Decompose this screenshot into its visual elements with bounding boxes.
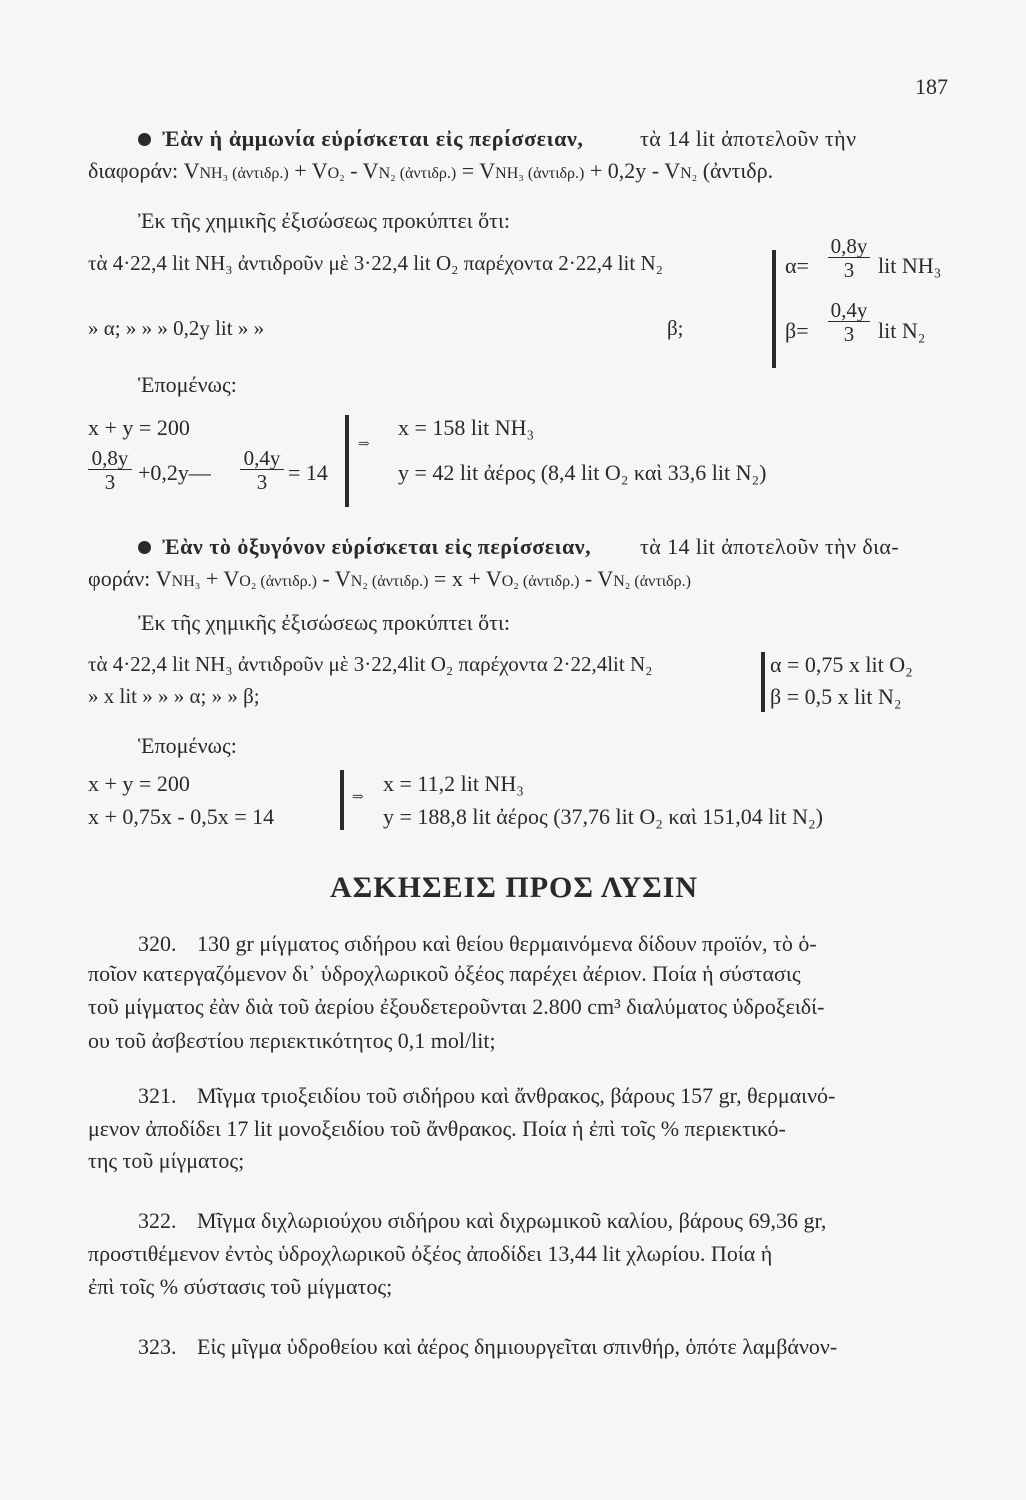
page-number: 187 [915, 74, 948, 99]
case1-system-fraction2: $\frac{0,4y}{3}$ [240, 448, 284, 493]
exercise-text-line: Μῖγμα τριοξειδίου τοῦ σιδήρου καὶ ἄνθρακος, βάρους 157 gr, θερμαινό- [197, 1083, 836, 1108]
case2-reaction-row2: » x lit » » » α; » » β; [88, 684, 260, 708]
beta-lhs: β= [785, 318, 809, 343]
case2-intro: Ἐκ τῆς χημικῆς ἐξισώσεως προκύπτει ὅτι: [138, 610, 511, 635]
case1-lead-tail: τὰ 14 lit ἀποτελοῦν τὴν [640, 126, 857, 151]
beta-fraction: $\frac{0,4y}{3}$ [828, 300, 870, 345]
exercise-number: 322. [138, 1208, 177, 1233]
section-heading: ΑΣΚΗΣΕΙΣ ΠΡΟΣ ΛΥΣΙΝ [330, 871, 699, 904]
exercise-number: 321. [138, 1083, 177, 1108]
case1-result-y: y = 42 lit ἀέρος (8,4 lit O₂ καὶ 33,6 lit N₂) [398, 460, 767, 485]
bullet-icon [138, 133, 151, 146]
case1-system-fraction1: $\frac{0,8y}{3}$ [88, 448, 132, 493]
exercise-text-line: Μῖγμα διχλωριούχου σιδήρου καὶ διχρωμικοῦ καλίου, βάρους 69,36 gr, [197, 1208, 827, 1233]
exercise-text-line: ου τοῦ ἀσβεστίου περιεκτικότητος 0,1 mol/lit; [88, 1028, 496, 1053]
exercise-text-line: ἐπὶ τοῖς % σύστασις τοῦ μίγματος; [88, 1274, 393, 1299]
case2-system-eq2: x + 0,75x - 0,5x = 14 [88, 804, 275, 829]
case1-system-rhs: = 14 [288, 460, 328, 485]
case2-difference-line: φοράν: VNH₃ + VO₂ (ἀντιδρ.) - VN₂ (ἀντιδρ.) = x + VO₂ (ἀντιδρ.) - VN₂ (ἀντιδρ.) [88, 566, 691, 591]
exercise-number: 320. [138, 931, 177, 956]
case2-bracket [761, 652, 765, 712]
case1-intro: Ἐκ τῆς χημικῆς ἐξισώσεως προκύπτει ὅτι: [138, 208, 511, 233]
case1-result-x: x = 158 lit NH₃ [398, 415, 535, 440]
case1-system-eq1: x + y = 200 [88, 415, 190, 440]
case2-result-y: y = 188,8 lit ἀέρος (37,76 lit O₂ καὶ 151,04 lit N₂) [383, 804, 823, 829]
exercise-text-line: 130 gr μίγματος σιδήρου καὶ θείου θερμαινόμενα δίδουν προϊόν, τὸ ὁ- [197, 931, 817, 956]
case1-therefore: Ἑπομένως: [138, 372, 237, 397]
case1-reaction-row2-beta: β; [667, 316, 684, 340]
alpha-lhs: α= [785, 253, 809, 278]
alpha-fraction: $\frac{0,8y}{3}$ [828, 236, 870, 281]
alpha-unit: lit NH₃ [878, 253, 942, 278]
case2-therefore: Ἑπομένως: [138, 733, 237, 758]
case2-system-eq1: x + y = 200 [88, 771, 190, 796]
case2-system-bracket [340, 770, 344, 830]
case2-reaction-row1: τὰ 4·22,4 lit NH₃ ἀντιδροῦν μὲ 3·22,4lit O₂ παρέχοντα 2·22,4lit N₂ [88, 652, 653, 676]
case2-alpha-result: α = 0,75 x lit O₂ [770, 652, 913, 677]
case1-difference-line: διαφοράν: VNH₃ (ἀντιδρ.) + VO₂ - VN₂ (ἀντιδρ.) = VNH₃ (ἀντιδρ.) + 0,2y - VN₂ (ἀντιδρ. [88, 158, 774, 183]
implies-arrow-icon: ⇒ [358, 437, 370, 452]
exercise-number: 323. [138, 1334, 177, 1359]
case1-reaction-row2: » α; » » » 0,2y lit » » [88, 316, 265, 340]
exercise-text-line: Εἰς μῖγμα ὑδροθείου καὶ ἀέρος δημιουργεῖται σπινθήρ, ὁπότε λαμβάνον- [197, 1334, 838, 1359]
exercise-text-line: της τοῦ μίγματος; [88, 1148, 245, 1173]
case1-lead: Ἐὰν ἡ ἀμμωνία εὑρίσκεται εἰς περίσσειαν, [162, 126, 584, 151]
case2-lead: Ἐὰν τὸ ὀξυγόνον εὑρίσκεται εἰς περίσσειαν, [162, 534, 592, 559]
case1-bracket [772, 250, 776, 368]
case2-result-x: x = 11,2 lit NH₃ [383, 771, 524, 796]
implies-arrow-icon: ⇒ [352, 790, 364, 805]
exercise-text-line: προστιθέμενον ἐντὸς ὑδροχλωρικοῦ ὀξέος ἀποδίδει 13,44 lit χλωρίου. Ποία ἡ [88, 1241, 773, 1266]
case2-beta-result: β = 0,5 x lit N₂ [770, 684, 902, 709]
bullet-icon [138, 541, 151, 554]
case1-reaction-row1: τὰ 4·22,4 lit NH₃ ἀντιδροῦν μὲ 3·22,4 lit O₂ παρέχοντα 2·22,4 lit N₂ [88, 251, 663, 275]
exercise-text-line: τοῦ μίγματος ἐὰν διὰ τοῦ ἀερίου ἐξουδετεροῦνται 2.800 cm³ διαλύματος ὑδροξειδί- [88, 994, 825, 1019]
beta-unit: lit N₂ [878, 318, 926, 343]
case1-system-bracket [345, 415, 349, 507]
exercise-text-line: μενον ἀποδίδει 17 lit μονοξειδίου τοῦ ἄνθρακος. Ποία ἡ ἐπὶ τοῖς % περιεκτικό- [88, 1116, 786, 1141]
case1-system-mid: +0,2y— [138, 460, 211, 485]
exercise-text-line: ποῖον κατεργαζόμενον δι᾿ ὑδροχλωρικοῦ ὀξέος παρέχει ἀέριον. Ποία ἡ σύστασις [88, 961, 801, 986]
case2-lead-tail: τὰ 14 lit ἀποτελοῦν τὴν δια- [640, 534, 900, 559]
